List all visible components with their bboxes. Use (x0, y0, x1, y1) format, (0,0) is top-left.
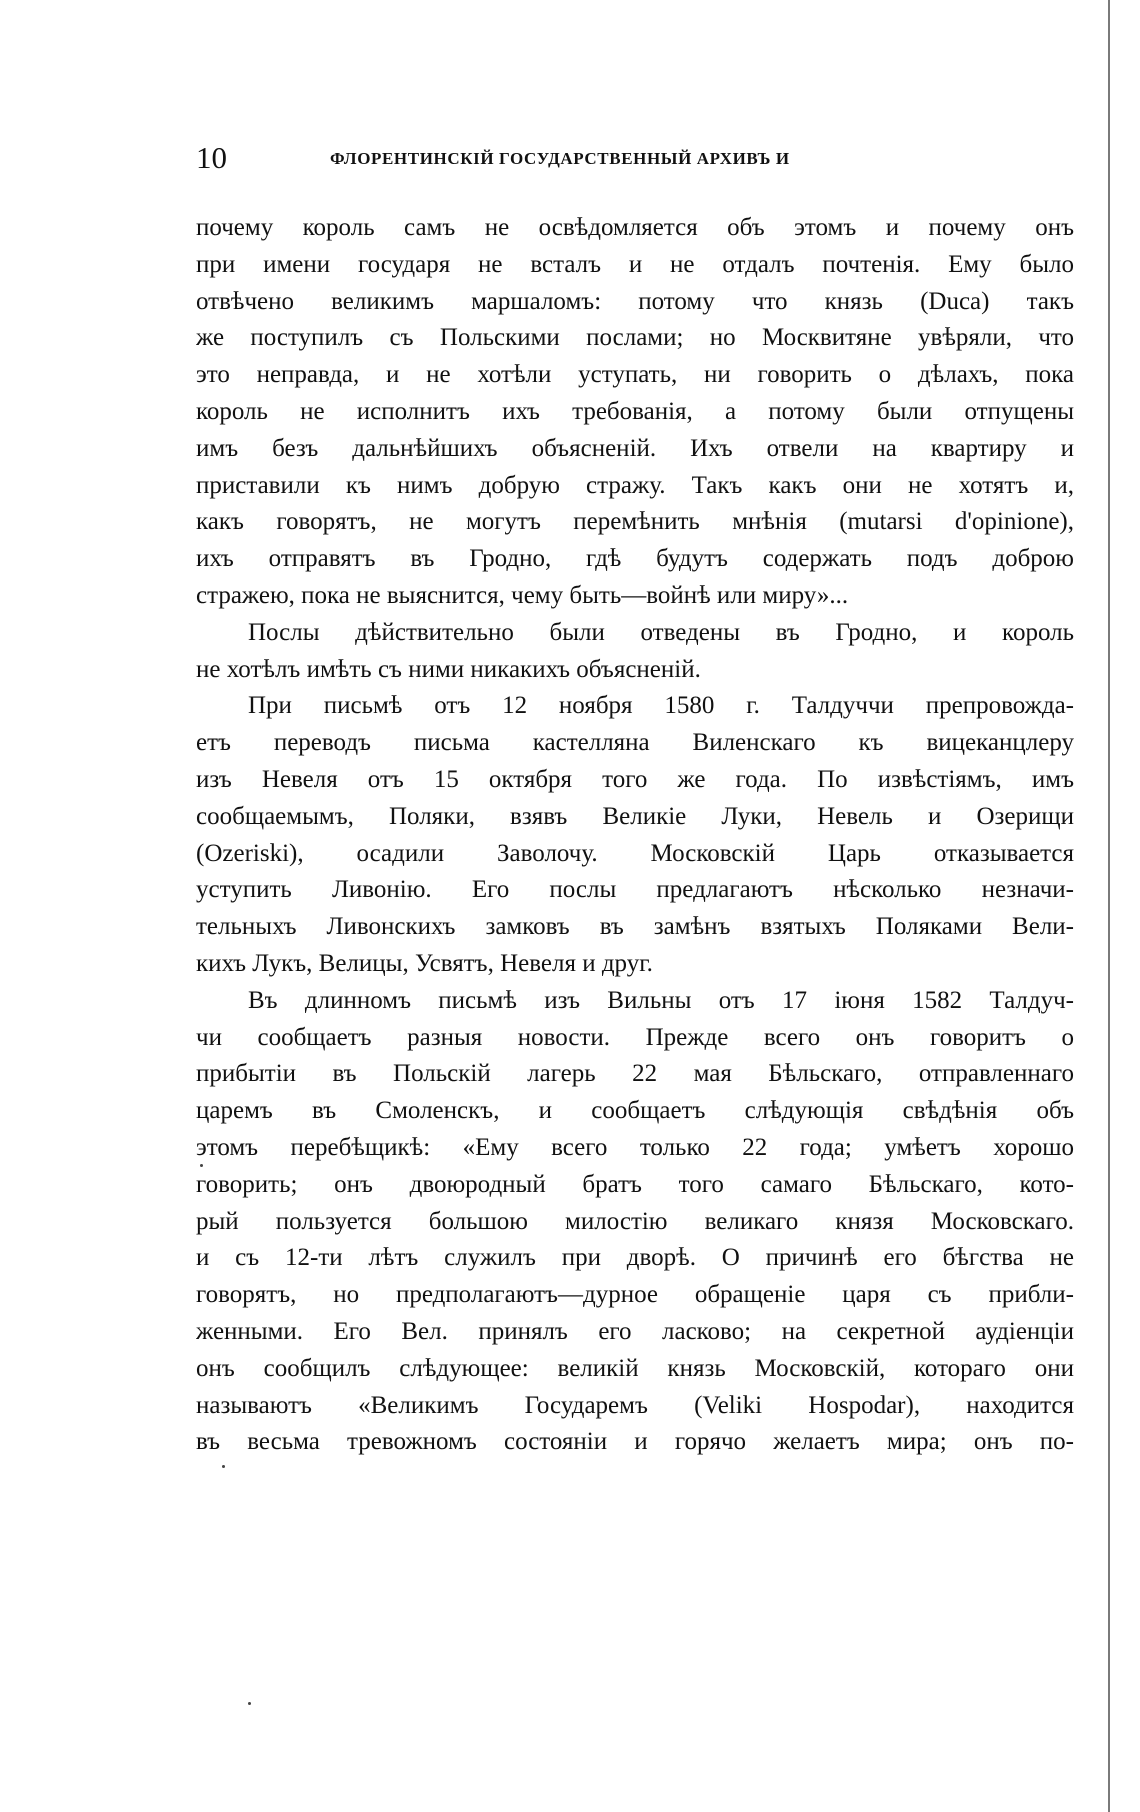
text-line-24: прибытіи въ Польскій лагерь 22 мая Бѣльскаго, отправленнаго (196, 1060, 1074, 1088)
text-line-3: отвѣчено великимъ маршаломъ: потому что князь (Duca) такъ (196, 287, 1074, 315)
text-line-31: женными. Его Вел. принялъ его ласково; на секретной аудіенціи (196, 1317, 1074, 1345)
text-line-8: приставили къ нимъ добрую стражу. Такъ какъ они не хотятъ и, (196, 471, 1074, 499)
text-line-33: называютъ «Великимъ Государемъ (Veliki Hospodar), находится (196, 1391, 1074, 1419)
text-line-10: ихъ отправятъ въ Гродно, гдѣ будутъ содержать подъ доброю (196, 545, 1074, 573)
text-line-9: какъ говорятъ, не могутъ перемѣнить мнѣнія (mutarsi d'opinione), (196, 508, 1074, 536)
text-line-20: тельныхъ Ливонскихъ замковъ въ замѣнъ взятыхъ Поляками Вели- (196, 913, 1074, 941)
text-line-1: почему король самъ не освѣдомляется объ этомъ и почему онъ (196, 214, 1074, 241)
text-line-11: стражею, пока не выяснится, чему быть—войнѣ или миру»... (196, 581, 849, 609)
text-line-22: Въ длинномъ письмѣ изъ Вильны отъ 17 іюня 1582 Талдуч- (248, 986, 1074, 1014)
text-line-6: король не исполнитъ ихъ требованія, а потому были отпущены (196, 397, 1074, 425)
text-line-32: онъ сообщилъ слѣдующее: великій князь Московскій, котораго они (196, 1354, 1074, 1382)
text-line-30: говорятъ, но предполагаютъ—дурное обращеніе царя съ прибли- (196, 1281, 1074, 1309)
text-line-26: этомъ перебѣщикѣ: «Ему всего только 22 года; умѣетъ хорошо (196, 1133, 1074, 1161)
running-head: ФЛОРЕНТИНСКІЙ ГОСУДАРСТВЕННЫЙ АРХИВЪ И (330, 149, 790, 168)
text-line-21: кихъ Лукъ, Велицы, Усвятъ, Невеля и друг. (196, 949, 653, 977)
text-line-19: уступить Ливонію. Его послы предлагаютъ нѣсколько незначи- (196, 876, 1074, 904)
text-line-13: не хотѣлъ имѣть съ ними никакихъ объясненій. (196, 655, 701, 683)
page-edge-line (1108, 0, 1110, 1812)
text-line-28: рый пользуется большою милостію великаго князя Московскаго. (196, 1207, 1074, 1235)
text-line-14: При письмѣ отъ 12 ноября 1580 г. Талдуччи препровожда- (248, 692, 1074, 720)
text-line-27: говорить; онъ двоюродный братъ того самаго Бѣльскаго, кото- (196, 1170, 1074, 1198)
page-header (196, 136, 916, 180)
text-line-34: въ весьма тревожномъ состояніи и горячо желаетъ мира; онъ по- (196, 1428, 1074, 1456)
print-speck (248, 1702, 251, 1705)
text-line-7: имъ безъ дальнѣйшихъ объясненій. Ихъ отвели на квартиру и (196, 434, 1074, 462)
text-line-4: же поступилъ съ Польскими послами; но Москвитяне увѣряли, что (196, 324, 1074, 352)
text-line-5: это неправда, и не хотѣли уступать, ни говорить о дѣлахъ, пока (196, 361, 1074, 389)
text-line-15: етъ переводъ письма кастелляна Виленскаго къ вицеканцлеру (196, 729, 1074, 757)
print-speck (222, 1465, 225, 1468)
text-line-16: изъ Невеля отъ 15 октября того же года. По извѣстіямъ, имъ (196, 765, 1074, 793)
body-text (196, 210, 1074, 1461)
text-line-2: при имени государя не всталъ и не отдалъ почтенія. Ему было (196, 250, 1074, 278)
text-line-12: Послы дѣйствительно были отведены въ Гродно, и король (248, 618, 1074, 646)
text-line-17: сообщаемымъ, Поляки, взявъ Великіе Луки, Невель и Озерищи (196, 802, 1074, 830)
text-line-23: чи сообщаетъ разныя новости. Прежде всего онъ говоритъ о (196, 1023, 1074, 1051)
page-number: 10 (196, 140, 227, 175)
text-line-25: царемъ въ Смоленскъ, и сообщаетъ слѣдующія свѣдѣнія объ (196, 1097, 1074, 1125)
text-line-18: (Ozeriski), осадили Заволочу. Московскій Царь отказывается (196, 839, 1074, 867)
text-line-29: и съ 12-ти лѣтъ служилъ при дворѣ. О причинѣ его бѣгства не (196, 1244, 1074, 1272)
